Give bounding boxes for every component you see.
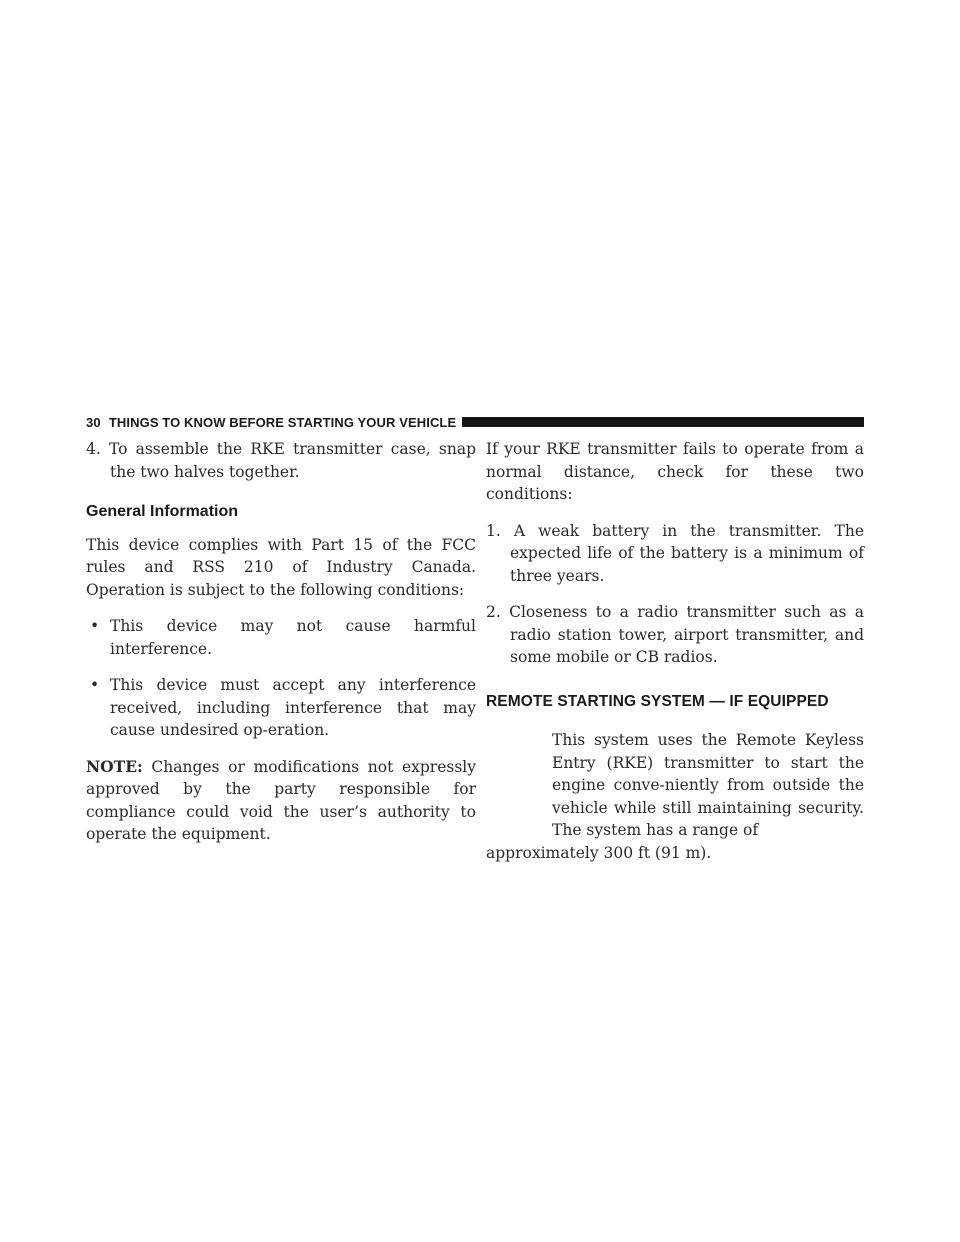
bullet-text: This device may not cause harmful interference. [110, 617, 476, 658]
bullet-icon: • [90, 617, 100, 635]
bullet-item [86, 615, 476, 660]
bullet-text: This device must accept any interference received, including interference that may cause undesired op-eration. [110, 676, 476, 739]
page-number: 30 [86, 414, 101, 430]
remote-starting-paragraph: This system uses the Remote Keyless Entry (RKE) transmitter to start the engine conve-niently from outside the vehicle while still maintaining security. The system has a range of [552, 731, 864, 839]
bullet-icon: • [90, 676, 100, 694]
step-4-paragraph: 4. To assemble the RKE transmitter case, snap the two halves together. [86, 440, 476, 481]
condition-1-paragraph: 1. A weak battery in the transmitter. The expected life of the battery is a minimum of three years. [486, 521, 864, 585]
note-paragraph [86, 756, 476, 846]
general-information-heading: General Information [86, 503, 239, 520]
page-header [86, 410, 864, 434]
section-title: THINGS TO KNOW BEFORE STARTING YOUR VEHICLE [108, 414, 457, 430]
bullet-item [86, 674, 476, 742]
remote-starting-heading: REMOTE STARTING SYSTEM — IF EQUIPPED [486, 692, 829, 710]
note-text: Changes or modifications not expressly approved by the party responsible for compliance could void the user’s authority to operate the equipment. [86, 757, 476, 843]
header-rule [462, 417, 864, 427]
remote-starting-paragraph-tail: approximately 300 ft (91 m). [486, 843, 712, 862]
compliance-paragraph: This device complies with Part 15 of the FCC rules and RSS 210 of Industry Canada. Operation is subject to the following conditions: [86, 535, 476, 599]
right-column [486, 438, 864, 878]
note-label: NOTE: [86, 756, 143, 776]
condition-2-paragraph: 2. Closeness to a radio transmitter such as a radio station tower, airport transmitter, and some mobile or CB radios. [486, 603, 864, 666]
left-column [86, 438, 476, 860]
intro-paragraph: If your RKE transmitter fails to operate from a normal distance, check for these two conditions: [486, 440, 864, 503]
